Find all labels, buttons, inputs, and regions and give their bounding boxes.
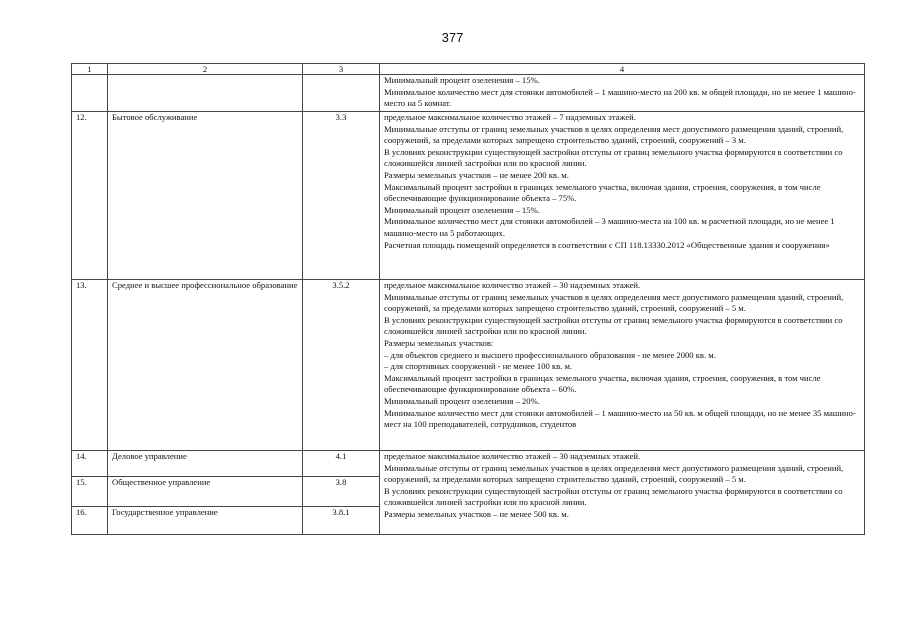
parameter-line: Размеры земельных участков – не менее 500 кв. м. — [384, 508, 569, 519]
use-code-cell — [303, 75, 380, 112]
parameter-line: предельное максимальное количество этажей – 30 надземных этажей. — [384, 280, 641, 290]
row-number: 14. — [72, 451, 108, 477]
parameter-line: В условиях реконструкции существующей застройки отступы от границ земельного участка формируются в соответствии со сложившейся линией застройки или по красной линии. — [384, 485, 843, 508]
use-name: Государственное управление — [108, 507, 303, 535]
use-name-cell — [108, 75, 303, 112]
column-number-row — [72, 64, 865, 75]
bullet-item: – для объектов среднего и высшего профессионального образования - не менее 2000 кв. м. — [384, 349, 716, 360]
zoning-regulations-table — [71, 63, 865, 535]
row-number: 12. — [72, 112, 108, 280]
parameter-line: предельное максимальное количество этажей – 30 надземных этажей. — [384, 451, 641, 461]
parameter-line: Размеры земельных участков: — [384, 337, 494, 348]
page-number: 377 — [441, 30, 464, 45]
parameter-line: Минимальный процент озеленения – 15%. — [384, 75, 540, 85]
column-number: 2 — [108, 64, 303, 75]
table-row — [72, 280, 865, 451]
use-code: 3.5.2 — [303, 280, 380, 451]
parameter-line: Минимальный процент озеленения – 15%. — [384, 204, 540, 215]
use-code: 3.3 — [303, 112, 380, 280]
use-code: 4.1 — [303, 451, 380, 477]
row-number: 13. — [72, 280, 108, 451]
parameters-cell — [380, 75, 865, 112]
parameter-line: Минимальное количество мест для стоянки автомобилей – 1 машино-место на 50 кв. м общей площади, но не менее 35 машино-мест на 100 преподавателей, сотрудников, студентов — [384, 407, 856, 430]
column-number: 1 — [72, 64, 108, 75]
row-number-cell — [72, 75, 108, 112]
use-code: 3.8.1 — [303, 507, 380, 535]
parameter-line: В условиях реконструкции существующей застройки отступы от границ земельного участка формируются в соответствии со сложившейся линией застройки или по красной линии. — [384, 146, 843, 169]
parameters-cell — [380, 280, 865, 451]
parameter-line: Минимальные отступы от границ земельных участков в целях определения мест допустимого размещения зданий, строений, сооружений, за пределами которых запрещено строительство зданий, строений, сооружений – 5 м. — [384, 291, 844, 314]
parameter-line: Минимальный процент озеленения – 20%. — [384, 395, 540, 406]
parameter-line: Максимальный процент застройки в границах земельного участка, включая здания, строения, сооружения, в том числе обеспечивающие функционирование объекта – 60%. — [384, 372, 821, 395]
parameter-line: Минимальное количество мест для стоянки автомобилей – 1 машино-место на 200 кв. м общей площади, но не менее 1 машино-место на 5 комнат. — [384, 86, 856, 109]
use-code: 3.8 — [303, 477, 380, 507]
parameter-line: Минимальные отступы от границ земельных участков в целях определения мест допустимого размещения зданий, строений, сооружений, за пределами которых запрещено строительство зданий, строений, сооружений – 3 м. — [384, 123, 844, 146]
parameter-line: Минимальные отступы от границ земельных участков в целях определения мест допустимого размещения зданий, строений, сооружений, за пределами которых запрещено строительство зданий, строений, сооружений – 5 м. — [384, 462, 844, 485]
use-name: Среднее и высшее профессиональное образование — [108, 280, 303, 451]
parameter-line: Максимальный процент застройки в границах земельного участка, включая здания, строения, сооружения, в том числе обеспечивающие функционирование объекта – 75%. — [384, 181, 821, 204]
parameter-line: В условиях реконструкции существующей застройки отступы от границ земельного участка формируются в соответствии со сложившейся линией застройки или по красной линии. — [384, 314, 843, 337]
use-name: Бытовое обслуживание — [108, 112, 303, 280]
parameters-cell — [380, 112, 865, 280]
column-number: 3 — [303, 64, 380, 75]
table-row — [72, 451, 865, 477]
row-number: 15. — [72, 477, 108, 507]
bullet-item: – для спортивных сооружений - не менее 100 кв. м. — [384, 361, 573, 372]
table-row-continuation — [72, 75, 865, 112]
use-name: Деловое управление — [108, 451, 303, 477]
column-number: 4 — [380, 64, 865, 75]
parameter-line: Минимальное количество мест для стоянки автомобилей – 3 машино-места на 100 кв. м расчетной площади, но не менее 1 машино-место на 5 работающих. — [384, 216, 835, 238]
shared-parameters-cell — [380, 451, 865, 535]
row-number: 16. — [72, 507, 108, 535]
parameter-line: предельное максимальное количество этажей – 7 надземных этажей. — [384, 112, 636, 122]
parameter-line: Размеры земельных участков – не менее 200 кв. м. — [384, 169, 569, 180]
use-name: Общественное управление — [108, 477, 303, 507]
parameter-line: Расчетная площадь помещений определяется в соответствии с СП 118.13330.2012 «Общественные здания и сооружения» — [384, 239, 830, 250]
table-row — [72, 112, 865, 280]
